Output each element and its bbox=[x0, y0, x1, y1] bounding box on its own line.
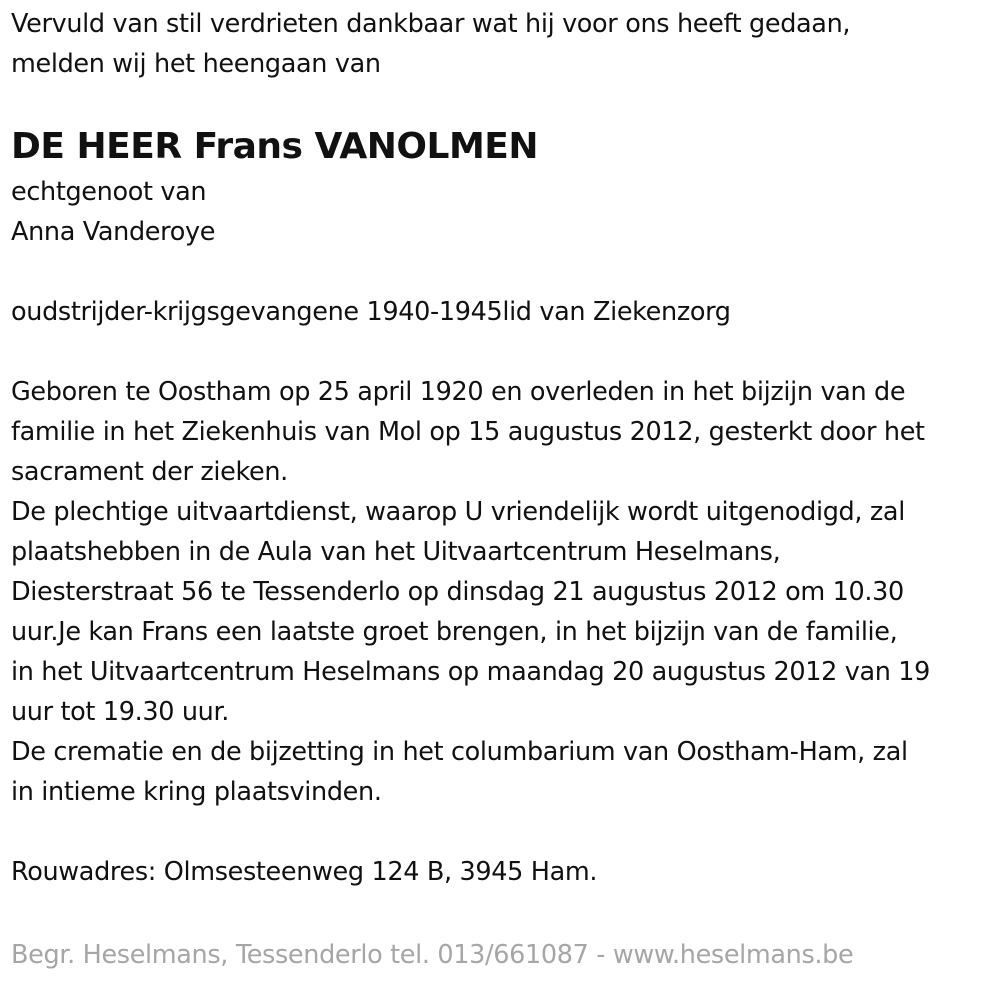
body-line: De plechtige uitvaartdienst, waarop U vriendelijk wordt uitgenodigd, zal bbox=[11, 497, 905, 527]
spacer bbox=[11, 812, 996, 852]
spouse-line: Anna Vanderoye bbox=[11, 217, 216, 247]
deceased-name: DE HEER Frans VANOLMEN bbox=[11, 126, 538, 167]
body-line: uur.Je kan Frans een laatste groet brengen, in het bijzijn van de familie, bbox=[11, 617, 898, 647]
body-line: De crematie en de bijzetting in het columbarium van Oostham-Ham, zal bbox=[11, 737, 908, 767]
body-line: in het Uitvaartcentrum Heselmans op maandag 20 augustus 2012 van 19 bbox=[11, 657, 931, 687]
body-line: familie in het Ziekenhuis van Mol op 15 augustus 2012, gesterkt door het bbox=[11, 417, 925, 447]
titles-line: oudstrijder-krijgsgevangene 1940-1945lid van Ziekenzorg bbox=[11, 297, 731, 327]
body-line: Geboren te Oostham op 25 april 1920 en overleden in het bijzijn van de bbox=[11, 377, 906, 407]
mourning-address: Rouwadres: Olmsesteenweg 124 B, 3945 Ham. bbox=[11, 857, 598, 887]
body-line: uur tot 19.30 uur. bbox=[11, 697, 229, 727]
obituary-notice bbox=[11, 4, 996, 892]
body-line: Diesterstraat 56 te Tessenderlo op dinsdag 21 augustus 2012 om 10.30 bbox=[11, 577, 904, 607]
intro-line: melden wij het heengaan van bbox=[11, 49, 381, 79]
spacer bbox=[11, 332, 996, 372]
spouse-line: echtgenoot van bbox=[11, 177, 207, 207]
spacer bbox=[11, 252, 996, 292]
body-line: in intieme kring plaatsvinden. bbox=[11, 777, 382, 807]
intro-line: Vervuld van stil verdrieten dankbaar wat hij voor ons heeft gedaan, bbox=[11, 9, 851, 39]
funeral-home-footer: Begr. Heselmans, Tessenderlo tel. 013/661087 - www.heselmans.be bbox=[11, 940, 854, 970]
body-line: sacrament der zieken. bbox=[11, 457, 288, 487]
body-line: plaatshebben in de Aula van het Uitvaartcentrum Heselmans, bbox=[11, 537, 781, 567]
